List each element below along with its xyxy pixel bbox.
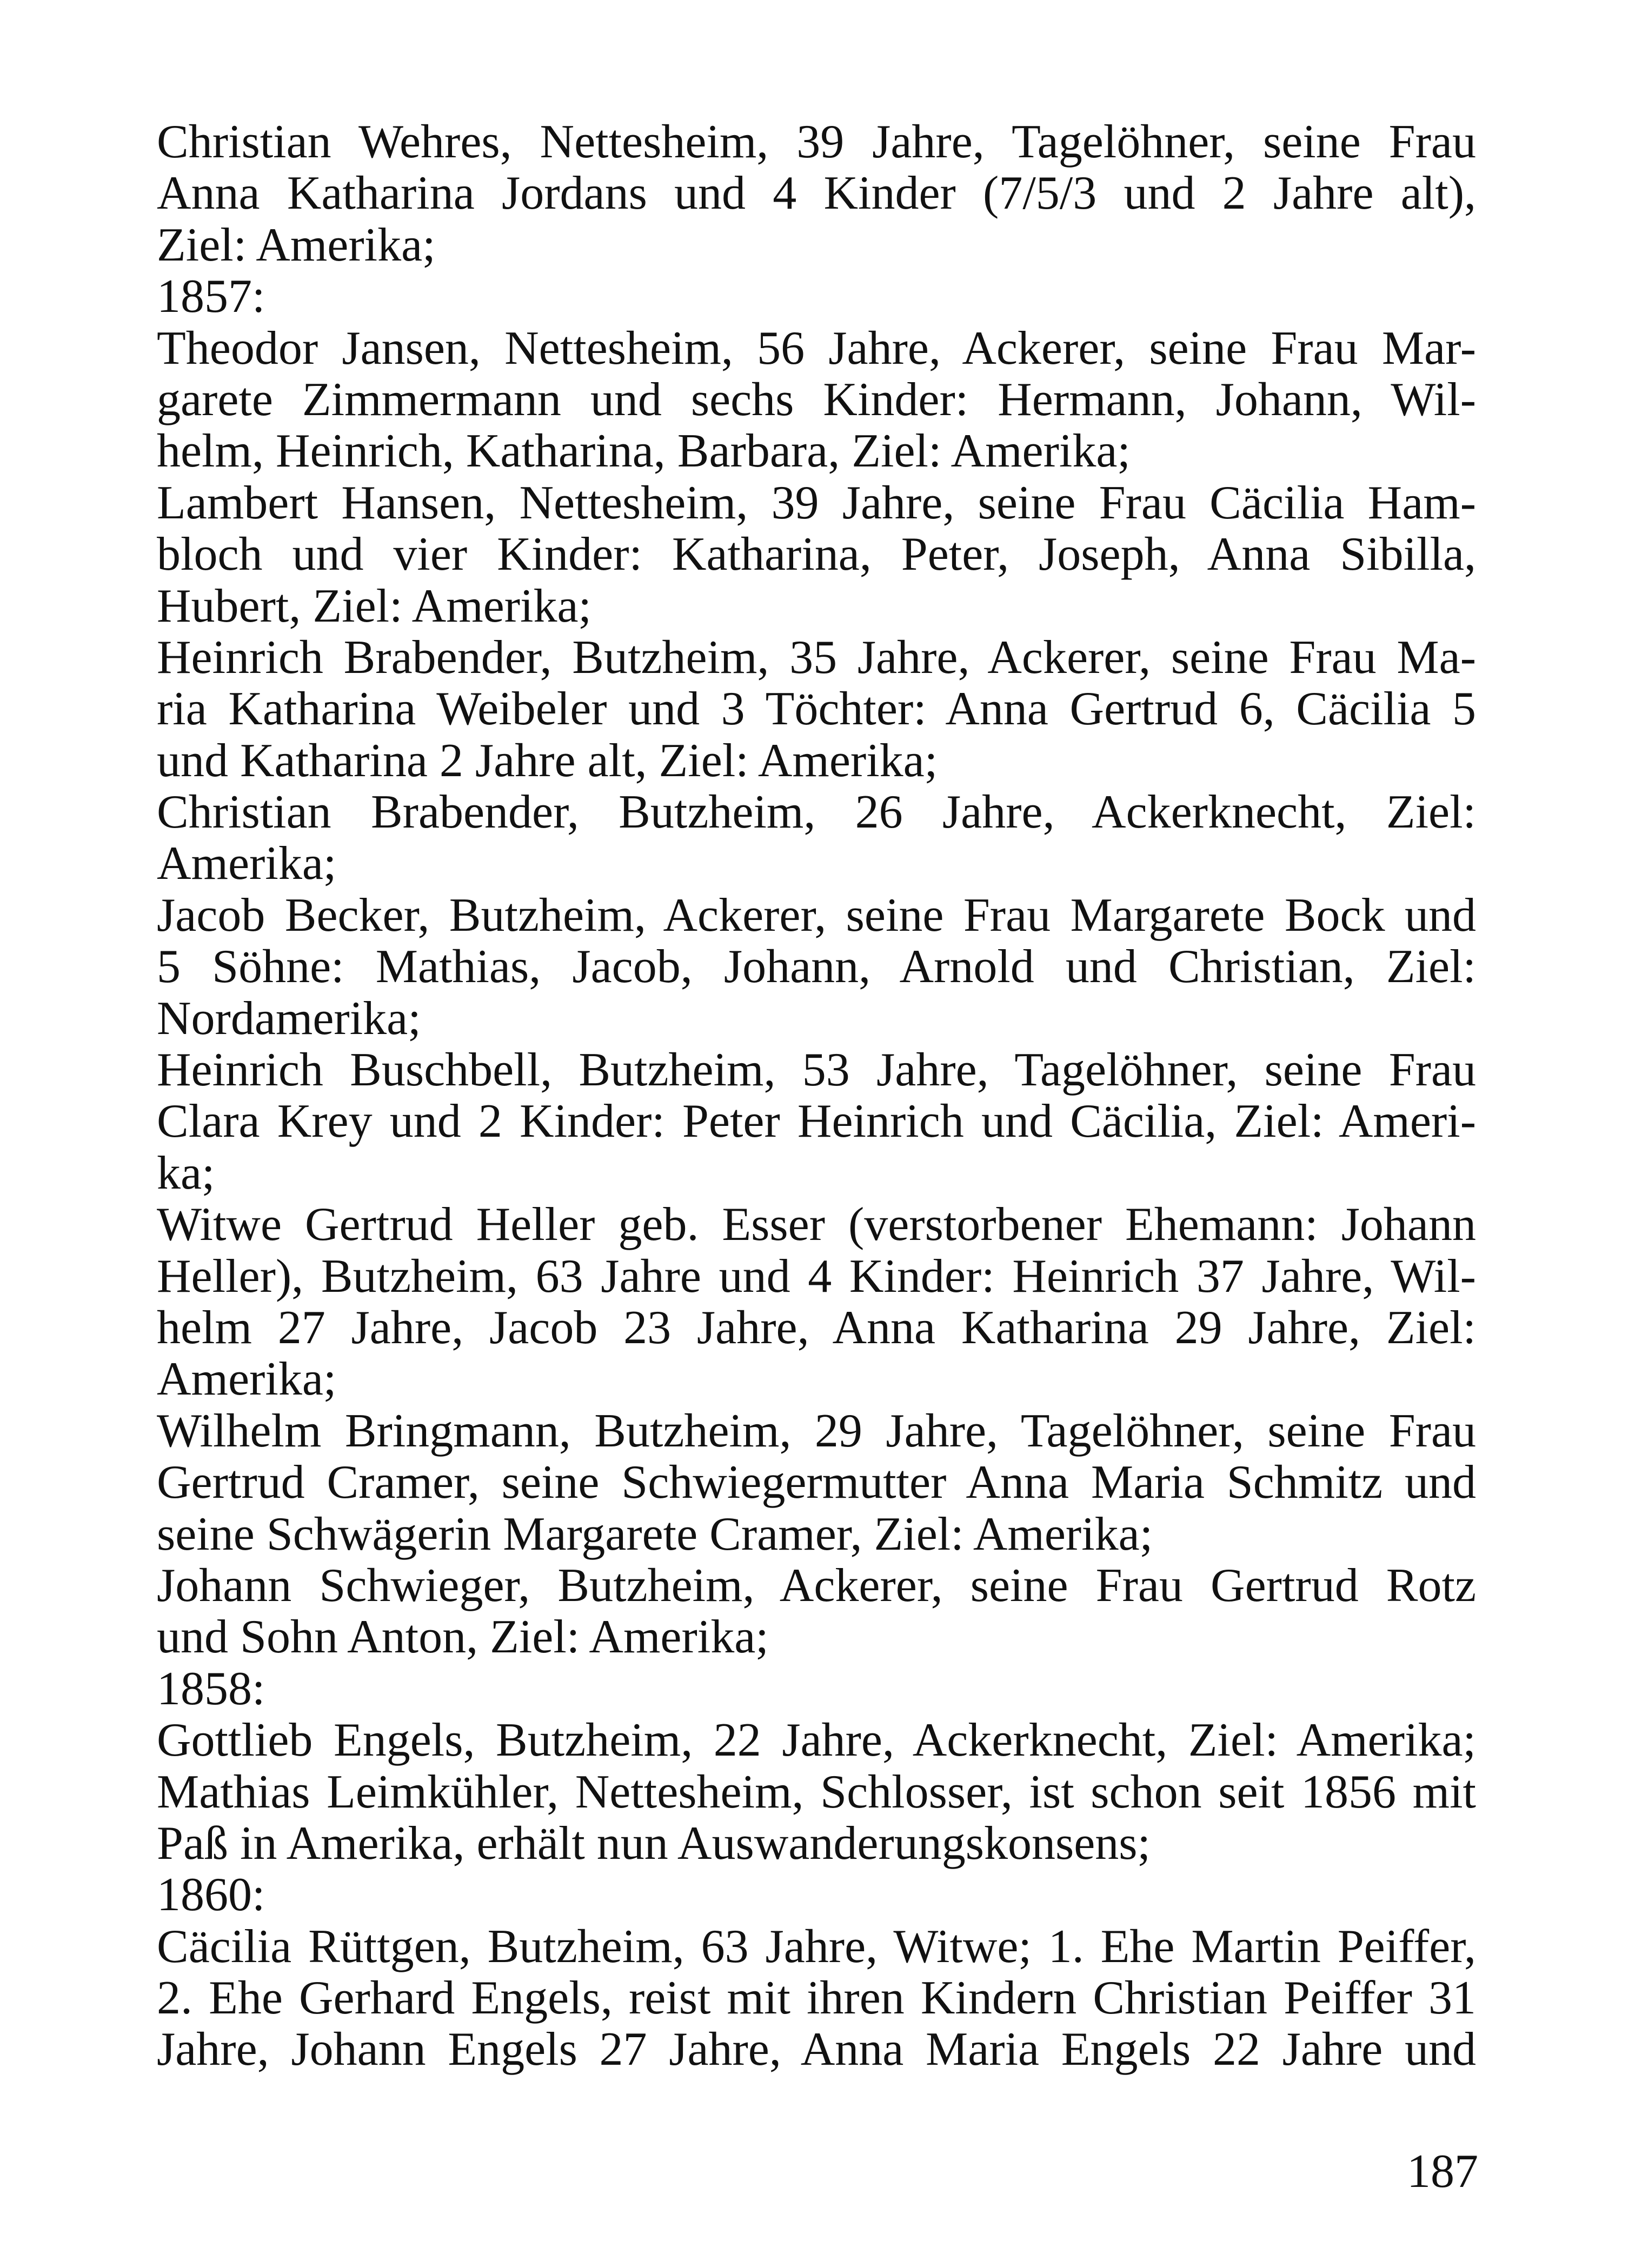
text-line: Amerika; xyxy=(157,837,337,890)
text-line: Mathias Leimkühler, Nettesheim, Schlosser, ist schon seit 1856 mit xyxy=(157,1765,1476,1818)
year-heading: 1860: xyxy=(157,1869,265,1922)
text-line: Gottlieb Engels, Butzheim, 22 Jahre, Ackerknecht, Ziel: Amerika; xyxy=(157,1714,1476,1767)
text-line: seine Schwägerin Margarete Cramer, Ziel: Amerika; xyxy=(157,1507,1153,1560)
text-line: 2. Ehe Gerhard Engels, reist mit ihren Kindern Christian Peiffer 31 xyxy=(157,1972,1476,2025)
text-line: ria Katharina Weibeler und 3 Töchter: Anna Gertrud 6, Cäcilia 5 xyxy=(157,683,1476,736)
text-line: Gertrud Cramer, seine Schwiegermutter Anna Maria Schmitz und xyxy=(157,1456,1476,1509)
text-line: Heller), Butzheim, 63 Jahre und 4 Kinder: Heinrich 37 Jahre, Wil- xyxy=(157,1250,1476,1303)
text-line: Anna Katharina Jordans und 4 Kinder (7/5/3 und 2 Jahre alt), xyxy=(157,167,1476,220)
text-line: Clara Krey und 2 Kinder: Peter Heinrich und Cäcilia, Ziel: Ameri- xyxy=(157,1095,1476,1148)
text-line: helm, Heinrich, Katharina, Barbara, Ziel: Amerika; xyxy=(157,425,1131,478)
text-line: ka; xyxy=(157,1146,215,1199)
body-text xyxy=(157,116,1476,2076)
text-line: Paß in Amerika, erhält nun Auswanderungskonsens; xyxy=(157,1817,1151,1870)
text-line: Lambert Hansen, Nettesheim, 39 Jahre, seine Frau Cäcilia Ham- xyxy=(157,476,1476,529)
text-line: Jahre, Johann Engels 27 Jahre, Anna Maria Engels 22 Jahre und xyxy=(157,2023,1476,2076)
text-line: bloch und vier Kinder: Katharina, Peter, Joseph, Anna Sibilla, xyxy=(157,528,1476,581)
page-number: 187 xyxy=(1407,2145,1478,2198)
text-line: 5 Söhne: Mathias, Jacob, Johann, Arnold und Christian, Ziel: xyxy=(157,940,1476,993)
text-line: Heinrich Buschbell, Butzheim, 53 Jahre, Tagelöhner, seine Frau xyxy=(157,1044,1476,1097)
text-line: Jacob Becker, Butzheim, Ackerer, seine Frau Margarete Bock und xyxy=(157,889,1476,942)
text-line: und Sohn Anton, Ziel: Amerika; xyxy=(157,1611,769,1664)
text-line: garete Zimmermann und sechs Kinder: Hermann, Johann, Wil- xyxy=(157,373,1476,426)
text-line: Amerika; xyxy=(157,1353,337,1406)
text-line: Theodor Jansen, Nettesheim, 56 Jahre, Ackerer, seine Frau Mar- xyxy=(157,322,1476,375)
text-line: Hubert, Ziel: Amerika; xyxy=(157,579,591,632)
text-line: helm 27 Jahre, Jacob 23 Jahre, Anna Katharina 29 Jahre, Ziel: xyxy=(157,1301,1476,1354)
text-line: Ziel: Amerika; xyxy=(157,218,436,271)
text-line: Cäcilia Rüttgen, Butzheim, 63 Jahre, Witwe; 1. Ehe Martin Peiffer, xyxy=(157,1920,1476,1973)
text-line: Wilhelm Bringmann, Butzheim, 29 Jahre, Tagelöhner, seine Frau xyxy=(157,1404,1476,1457)
text-line: und Katharina 2 Jahre alt, Ziel: Amerika; xyxy=(157,734,938,787)
text-line: Heinrich Brabender, Butzheim, 35 Jahre, Ackerer, seine Frau Ma- xyxy=(157,631,1476,684)
text-line: Witwe Gertrud Heller geb. Esser (verstorbener Ehemann: Johann xyxy=(157,1198,1476,1251)
year-heading: 1858: xyxy=(157,1662,265,1715)
year-heading: 1857: xyxy=(157,270,265,323)
text-line: Johann Schwieger, Butzheim, Ackerer, seine Frau Gertrud Rotz xyxy=(157,1559,1476,1612)
text-line: Christian Brabender, Butzheim, 26 Jahre, Ackerknecht, Ziel: xyxy=(157,786,1476,839)
text-line: Nordamerika; xyxy=(157,992,421,1045)
text-line: Christian Wehres, Nettesheim, 39 Jahre, Tagelöhner, seine Frau xyxy=(157,116,1476,168)
